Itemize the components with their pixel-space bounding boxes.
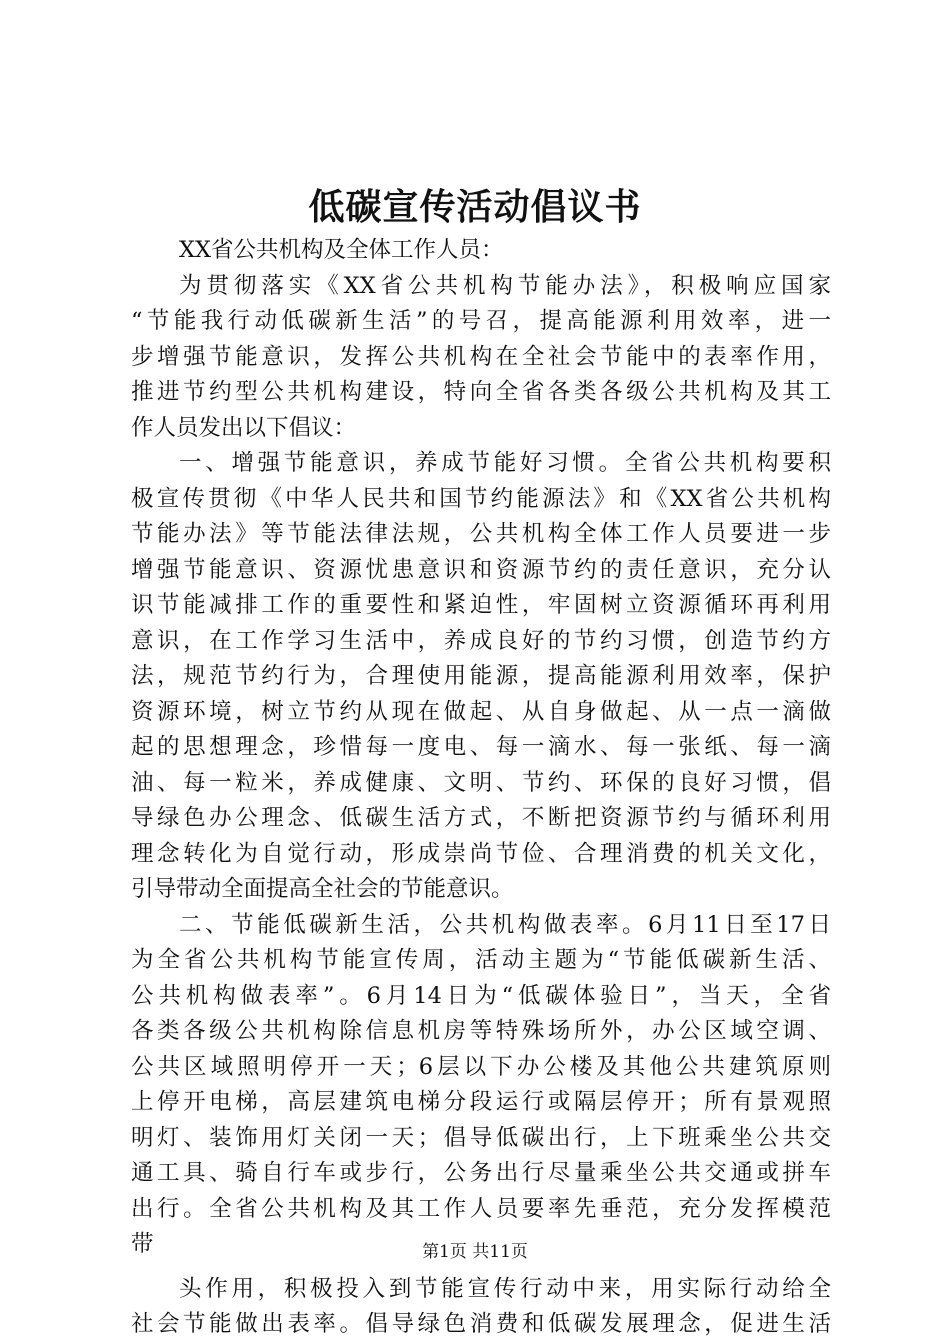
- body-line: 增强节能意识、资源忧患意识和资源节约的责任意识，充分认: [131, 556, 831, 583]
- body-line: 步增强节能意识，发挥公共机构在全社会节能中的表率作用，: [131, 343, 831, 370]
- body-line: 一、增强节能意识，养成节能好习惯。全省公共机构要积: [179, 450, 831, 476]
- body-line: 社会节能做出表率。倡导绿色消费和低碳发展理念，促进生活: [131, 1311, 831, 1337]
- body-line: 资源环境，树立节约从现在做起、从自身做起、从一点一滴做: [131, 698, 831, 725]
- body-line: 油、每一粒米，养成健康、文明、节约、环保的良好习惯，倡: [131, 769, 831, 796]
- body-line: 导绿色办公理念、低碳生活方式，不断把资源节约与循环利用: [131, 805, 831, 831]
- body-line: 为全省公共机构节能宣传周，活动主题为“节能低碳新生活、: [131, 947, 831, 973]
- body-line: 作人员发出以下倡议：: [131, 414, 357, 441]
- body-line: 意识，在工作学习生活中，养成良好的节约习惯，创造节约方: [131, 627, 831, 654]
- body-line: 极宣传贯彻《中华人民共和国节约能源法》和《XX省公共机构: [131, 485, 831, 512]
- body-line: 公共机构做表率”。6月14日为“低碳体验日”，当天，全省: [131, 982, 831, 1009]
- body-line: 带: [131, 1231, 154, 1257]
- body-line: 公共区域照明停开一天；6层以下办公楼及其他公共建筑原则: [131, 1053, 831, 1080]
- body-line: 上停开电梯，高层建筑电梯分段运行或隔层停开；所有景观照: [131, 1089, 831, 1115]
- body-line: 起的思想理念，珍惜每一度电、每一滴水、每一张纸、每一滴: [131, 734, 831, 760]
- page-footer: 第1页 共11页: [422, 1242, 528, 1262]
- body-line: 头作用，积极投入到节能宣传行动中来，用实际行动给全: [179, 1275, 831, 1302]
- body-line: 推进节约型公共机构建设，特向全省各类各级公共机构及其工: [131, 379, 831, 405]
- body-line: 明灯、装饰用灯关闭一天；倡导低碳出行，上下班乘坐公共交: [131, 1124, 831, 1151]
- body-line: 出行。全省公共机构及其工作人员要率先垂范，充分发挥模范: [131, 1195, 831, 1222]
- body-line: 通工具、骑自行车或步行，公务出行尽量乘坐公共交通或拼车: [131, 1160, 831, 1186]
- body-line: 二、节能低碳新生活，公共机构做表率。6月11日至17日: [179, 911, 831, 938]
- document-body: [131, 233, 831, 1343]
- body-line: 理念转化为自觉行动，形成崇尚节俭、合理消费的机关文化，: [131, 840, 831, 867]
- body-line: 节能办法》等节能法律法规，公共机构全体工作人员要进一步: [131, 521, 831, 547]
- body-line: 识节能减排工作的重要性和紧迫性，牢固树立资源循环再利用: [131, 592, 831, 618]
- body-line: “节能我行动低碳新生活”的号召，提高能源利用效率，进一: [131, 308, 831, 334]
- body-line: 为贯彻落实《XX省公共机构节能办法》，积极响应国家: [179, 272, 831, 299]
- body-line: 引导带动全面提高全社会的节能意识。: [131, 876, 514, 902]
- salutation-line: XX省公共机构及全体工作人员：: [179, 237, 504, 263]
- document-title: 低碳宣传活动倡议书: [308, 186, 642, 228]
- body-line: 法，规范节约行为，合理使用能源，提高能源利用效率，保护: [131, 663, 831, 689]
- body-line: 各类各级公共机构除信息机房等特殊场所外，办公区域空调、: [131, 1018, 831, 1044]
